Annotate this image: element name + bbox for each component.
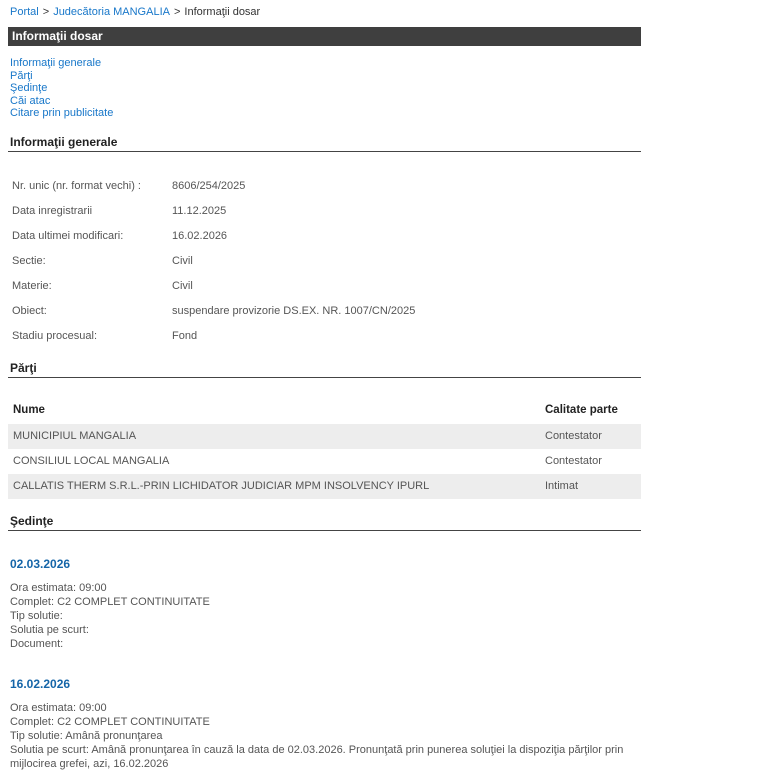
session-detail-complet: Complet: C2 COMPLET CONTINUITATE (10, 595, 210, 608)
column-header-calitate-parte: Calitate parte (545, 403, 618, 416)
session-detail-tip-solutie: Tip solutie: Amână pronunţarea (10, 729, 163, 742)
table-row (8, 474, 641, 499)
field-row-stadiu-procesual (12, 330, 641, 342)
breadcrumb-link-court[interactable]: Judecătoria MANGALIA (53, 6, 170, 18)
session-details (10, 701, 641, 771)
breadcrumb (8, 0, 641, 18)
party-role: Contestator (545, 454, 602, 467)
field-value: 16.02.2026 (172, 229, 228, 242)
nav-link-parti[interactable]: Părţi (10, 69, 33, 82)
party-name: MUNICIPIUL MANGALIA (13, 429, 137, 442)
breadcrumb-current: Informaţii dosar (184, 6, 261, 18)
table-row (8, 424, 641, 449)
field-label: Stadiu procesual: (12, 329, 97, 342)
parties-section-heading: Părţi (8, 361, 641, 378)
breadcrumb-link-portal[interactable]: Portal (10, 6, 39, 18)
breadcrumb-separator: > (173, 6, 181, 18)
session-details (10, 581, 641, 651)
session-detail-solutia-pe-scurt: Solutia pe scurt: Amână pronunţarea în cauză la data de 02.03.2026. Pronunţată prin punerea soluţiei la dispoziţia părţilor prin mijlocirea grefei, azi, 16.02.2026 (10, 743, 624, 770)
field-row-materie (12, 280, 641, 292)
section-nav (8, 57, 641, 120)
field-label: Sectie: (12, 254, 46, 267)
general-fields (8, 180, 641, 342)
field-row-nr-unic (12, 180, 641, 192)
parties-table (8, 424, 641, 499)
breadcrumb-separator: > (42, 6, 50, 18)
table-row (8, 449, 641, 474)
page-container (8, 0, 641, 771)
session-date-link[interactable]: 16.02.2026 (10, 676, 71, 691)
field-label: Data ultimei modificari: (12, 229, 124, 242)
session-detail-ora-estimata: Ora estimata: 09:00 (10, 581, 107, 594)
field-value: suspendare provizorie DS.EX. NR. 1007/CN/2025 (172, 304, 416, 317)
party-name: CONSILIUL LOCAL MANGALIA (13, 454, 170, 467)
field-row-data-inregistrarii (12, 205, 641, 217)
field-row-data-ultimei-modificari (12, 230, 641, 242)
field-label: Obiect: (12, 304, 47, 317)
session-detail-document: Document: (10, 637, 64, 650)
field-row-obiect (12, 305, 641, 317)
party-role: Contestator (545, 429, 602, 442)
field-value: 8606/254/2025 (172, 179, 246, 192)
sessions-section-heading: Şedinţe (8, 514, 641, 531)
field-label: Data inregistrarii (12, 204, 93, 217)
session-detail-complet: Complet: C2 COMPLET CONTINUITATE (10, 715, 210, 728)
session-detail-ora-estimata: Ora estimata: 09:00 (10, 701, 107, 714)
party-role: Intimat (545, 479, 579, 492)
session-entry (8, 651, 641, 771)
field-label: Nr. unic (nr. format vechi) : (12, 179, 141, 192)
party-name: CALLATIS THERM S.R.L.-PRIN LICHIDATOR JUDICIAR MPM INSOLVENCY IPURL (13, 479, 430, 492)
session-date-link[interactable]: 02.03.2026 (10, 556, 71, 571)
field-value: Civil (172, 279, 193, 292)
session-detail-tip-solutie: Tip solutie: (10, 609, 63, 622)
field-value: Civil (172, 254, 193, 267)
nav-link-cai-atac[interactable]: Căi atac (10, 94, 51, 107)
field-value: 11.12.2025 (172, 204, 227, 217)
page-title: Informaţii dosar (8, 27, 641, 46)
field-label: Materie: (12, 279, 52, 292)
column-header-nume: Nume (13, 403, 45, 416)
field-row-sectie (12, 255, 641, 267)
nav-link-citare-prin-publicitate[interactable]: Citare prin publicitate (10, 107, 114, 119)
session-entry (8, 531, 641, 651)
parties-table-header (8, 404, 641, 416)
nav-link-sedinte[interactable]: Şedinţe (10, 82, 48, 94)
general-section-heading: Informaţii generale (8, 135, 641, 152)
field-value: Fond (172, 329, 198, 342)
nav-link-informatii-generale[interactable]: Informaţii generale (10, 57, 102, 69)
session-detail-solutia-pe-scurt: Solutia pe scurt: (10, 623, 89, 636)
